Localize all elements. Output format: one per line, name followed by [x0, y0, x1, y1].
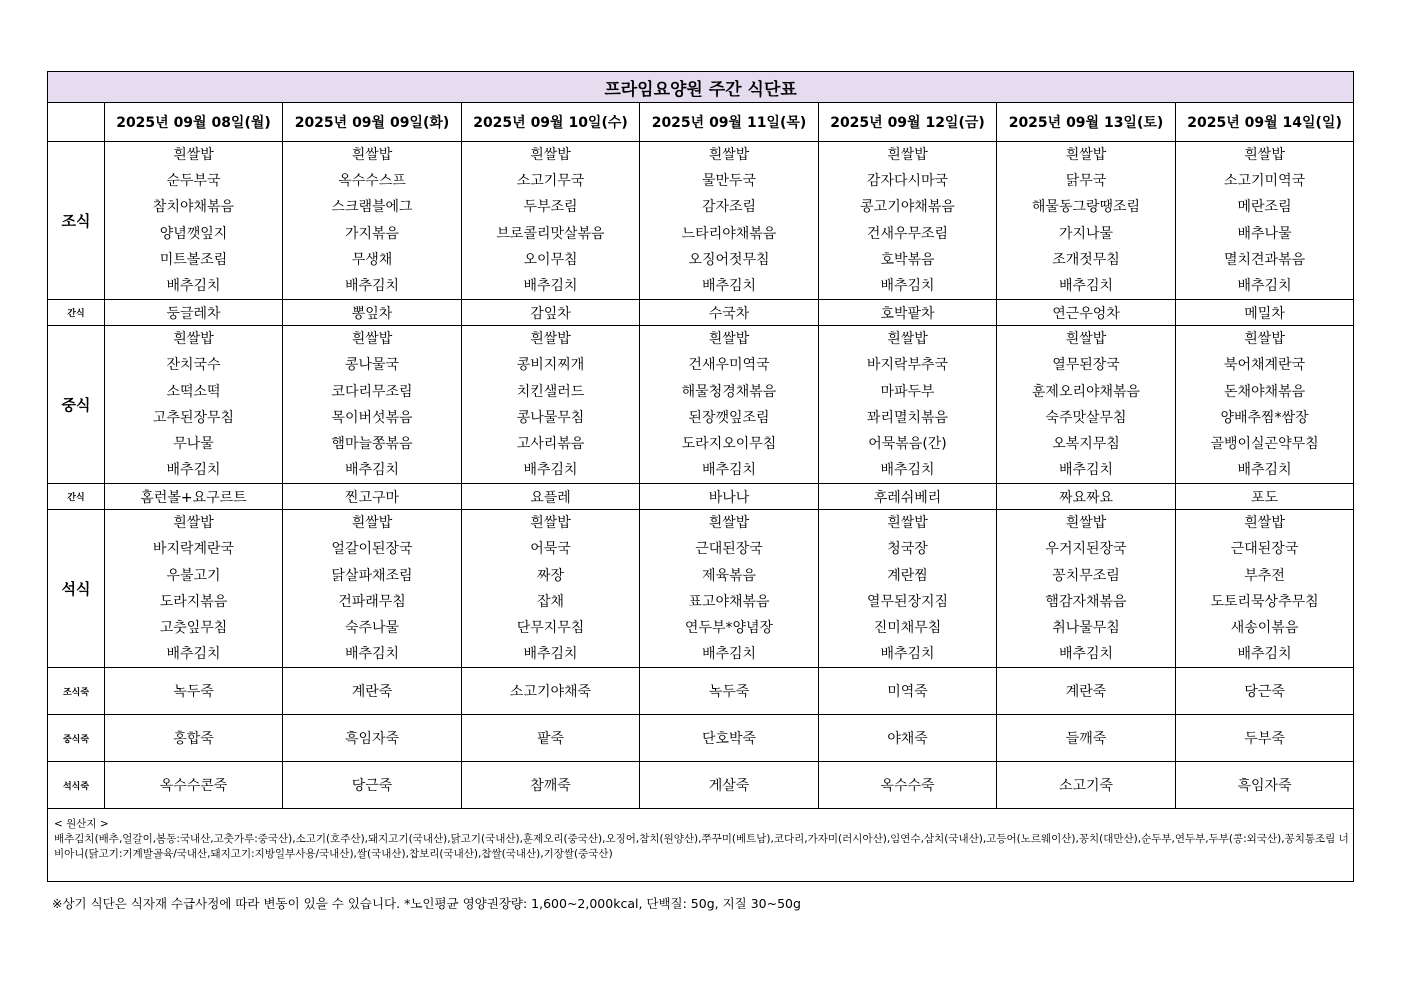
menu-item: 흰쌀밥: [1065, 147, 1107, 163]
porridge-cell: 계란죽: [997, 668, 1176, 715]
menu-item: 소고기무국: [516, 173, 585, 190]
row-label-snack: 간식: [48, 300, 105, 326]
menu-cell: [462, 142, 640, 300]
menu-item: 숙주맛살무침: [1045, 409, 1127, 426]
menu-item: 부추전: [1244, 567, 1285, 584]
snack-cell: 호박팥차: [819, 300, 997, 326]
menu-item: 잔치국수: [166, 357, 221, 374]
menu-item: 표고야채볶음: [688, 593, 770, 610]
menu-cell: [1176, 510, 1354, 668]
breakfast-row: [48, 142, 1354, 300]
porridge-cell: 계란죽: [283, 668, 462, 715]
menu-item: 바지락부추국: [866, 357, 949, 374]
porridge-cell: 미역죽: [819, 668, 997, 715]
porridge-cell: 소고기죽: [997, 762, 1176, 809]
snack-cell: 감잎차: [462, 300, 640, 326]
menu-cell: [462, 510, 640, 668]
snack-cell: 연근우엉차: [997, 300, 1176, 326]
menu-item: 잡채: [536, 593, 565, 610]
menu-title: 프라임요양원 주간 식단표: [48, 72, 1354, 103]
menu-item: 가지나물: [1058, 225, 1114, 242]
lunch-row: [48, 326, 1354, 484]
porridge-cell: 옥수수콘죽: [105, 762, 283, 809]
porridge-cell: 소고기야채죽: [462, 668, 640, 715]
porridge-cell: 두부죽: [1176, 715, 1354, 762]
menu-item: 숙주나물: [344, 620, 400, 636]
weekly-menu-table: [47, 71, 1354, 882]
menu-item: 배추김치: [1237, 646, 1292, 663]
snack-cell: 짜요짜요: [997, 484, 1176, 510]
row-label-lunch: 중식: [48, 326, 105, 484]
menu-cell: [105, 510, 283, 668]
menu-item: 흰쌀밥: [887, 147, 928, 163]
snack-cell: 뽕잎차: [283, 300, 462, 326]
porridge-cell: 단호박죽: [640, 715, 819, 762]
porridge-cell: 홍합죽: [105, 715, 283, 762]
menu-item: 바지락계란국: [152, 541, 235, 558]
menu-item: 흰쌀밥: [1244, 515, 1285, 532]
porridge-cell: 들깨죽: [997, 715, 1176, 762]
menu-item: 도라지오이무침: [681, 435, 777, 452]
porridge-lunch-row: [48, 715, 1354, 762]
menu-item: 흰쌀밥: [173, 515, 214, 532]
menu-item: 제육볶음: [701, 567, 757, 584]
menu-item: 근대된장국: [1230, 541, 1299, 558]
menu-item: 배추김치: [1237, 462, 1292, 479]
row-label-porridge-breakfast: 조식죽: [48, 668, 105, 715]
menu-cell: [640, 510, 819, 668]
menu-cell: [997, 510, 1176, 668]
menu-item: 옥수수스프: [338, 173, 406, 190]
menu-item: 흰쌀밥: [351, 147, 393, 163]
menu-item: 우거지된장국: [1045, 541, 1127, 558]
porridge-cell: 참깨죽: [462, 762, 640, 809]
snack-cell: 수국차: [640, 300, 819, 326]
menu-item: 오징어젓무침: [688, 251, 770, 268]
porridge-cell: 당근죽: [283, 762, 462, 809]
menu-item: 배추김치: [880, 646, 935, 663]
menu-item: 무나물: [173, 435, 214, 452]
menu-item: 콩나물무침: [516, 409, 585, 426]
date-header: 2025년 09월 12일(금): [819, 103, 997, 142]
menu-item: 흰쌀밥: [1065, 515, 1107, 532]
menu-item: 배추김치: [344, 462, 400, 479]
menu-item: 배추김치: [880, 277, 935, 294]
porridge-cell: 야채죽: [819, 715, 997, 762]
menu-cell: [283, 326, 462, 484]
snack-cell: 홈런볼+요구르트: [105, 484, 283, 510]
menu-item: 흰쌀밥: [530, 331, 571, 348]
menu-item: 무생채: [351, 251, 393, 268]
menu-item: 마파두부: [880, 383, 935, 400]
porridge-cell: 녹두죽: [640, 668, 819, 715]
menu-item: 느타리야채볶음: [681, 225, 777, 242]
menu-item: 감자조림: [701, 199, 757, 216]
snack-cell: 포도: [1176, 484, 1354, 510]
menu-item: 꽁치무조림: [1052, 567, 1120, 584]
menu-item: 짜장: [536, 567, 565, 584]
menu-item: 조개젓무침: [1052, 251, 1120, 268]
menu-item: 배추김치: [344, 277, 400, 294]
menu-item: 흰쌀밥: [530, 147, 571, 163]
menu-item: 흰쌀밥: [173, 147, 214, 163]
menu-item: 닭살파채조림: [331, 567, 413, 584]
menu-item: 흰쌀밥: [887, 331, 928, 348]
menu-cell: [997, 326, 1176, 484]
menu-item: 흰쌀밥: [173, 331, 214, 348]
row-label-snack: 간식: [48, 484, 105, 510]
menu-cell: [819, 510, 997, 668]
menu-cell: [1176, 326, 1354, 484]
menu-cell: [1176, 142, 1354, 300]
menu-item: 어묵볶음(간): [868, 435, 947, 452]
menu-item: 배추김치: [1237, 277, 1292, 294]
menu-item: 꽈리멸치볶음: [866, 409, 949, 426]
menu-item: 스크램블에그: [331, 199, 413, 216]
menu-item: 치킨샐러드: [516, 383, 585, 400]
menu-cell: [283, 510, 462, 668]
porridge-cell: 녹두죽: [105, 668, 283, 715]
menu-item: 배추김치: [523, 646, 578, 663]
origin-info: [48, 809, 1354, 882]
menu-item: 배추김치: [701, 277, 757, 294]
snack-cell: 후레쉬베리: [819, 484, 997, 510]
menu-item: 흰쌀밥: [530, 515, 571, 532]
menu-item: 새송이볶음: [1230, 620, 1299, 636]
menu-cell: [640, 326, 819, 484]
menu-item: 건새우무조림: [866, 225, 949, 242]
menu-item: 목이버섯볶음: [331, 409, 413, 426]
menu-item: 배추나물: [1237, 225, 1292, 242]
menu-item: 취나물무침: [1052, 620, 1120, 636]
snack-cell: 요플레: [462, 484, 640, 510]
snack-cell: 둥글레차: [105, 300, 283, 326]
menu-item: 콩비지찌개: [516, 357, 585, 374]
porridge-cell: 흑임자죽: [283, 715, 462, 762]
menu-item: 해물동그랑땡조림: [1031, 199, 1141, 216]
menu-item: 배추김치: [523, 462, 578, 479]
menu-cell: [283, 142, 462, 300]
dinner-row: [48, 510, 1354, 668]
menu-item: 계란찜: [887, 567, 928, 584]
origin-text: 배추김치(배추,얼갈이,봄동:국내산,고춧가루:중국산),소고기(호주산),돼지고기(국내산),닭고기(국내산),훈제오리(중국산),오징어,참치(원양산),쭈꾸미(베트남),코다리,가자미(러시아산),임연수,삼치(국내산),고등어(노르웨이산),꽁치(대만산),순두부,연두부,두부(콩:외국산),꽁치통조림 너비아니(닭고기:기계발골육/국내산,돼지고기:지방일부사용/국내산),쌀(국내산),찹보리(국내산),찹쌀(국내산),기장쌀(중국산): [54, 833, 1349, 861]
menu-cell: [640, 142, 819, 300]
menu-item: 햄마늘쫑볶음: [331, 435, 413, 452]
menu-item: 청국장: [887, 541, 928, 558]
footer-note: ※상기 식단은 식자재 수급사정에 따라 변동이 있을 수 있습니다. *노인평균 영양권장량: 1,600~2,000kcal, 단백질: 50g, 지질 30~50g: [52, 896, 801, 911]
menu-item: 양배추찜*쌈장: [1220, 409, 1309, 426]
menu-item: 소고기미역국: [1223, 173, 1306, 190]
menu-item: 배추김치: [523, 277, 578, 294]
menu-cell: [997, 142, 1176, 300]
row-label-porridge-dinner: 석식죽: [48, 762, 105, 809]
menu-cell: [462, 326, 640, 484]
menu-item: 배추김치: [880, 462, 935, 479]
menu-item: 흰쌀밥: [351, 515, 393, 532]
date-header: 2025년 09월 10일(수): [462, 103, 640, 142]
menu-item: 호박볶음: [880, 251, 935, 268]
menu-item: 배추김치: [166, 277, 221, 294]
menu-item: 오복지무침: [1052, 435, 1120, 452]
menu-item: 건새우미역국: [688, 357, 770, 374]
menu-item: 고사리볶음: [516, 435, 585, 452]
menu-item: 배추김치: [701, 646, 757, 663]
menu-item: 단무지무침: [516, 620, 585, 636]
menu-item: 두부조림: [523, 199, 578, 216]
porridge-breakfast-row: [48, 668, 1354, 715]
menu-item: 고춧잎무침: [159, 620, 228, 636]
menu-item: 흰쌀밥: [1065, 331, 1107, 348]
menu-item: 얼갈이된장국: [331, 541, 413, 558]
date-header: 2025년 09월 09일(화): [283, 103, 462, 142]
menu-item: 배추김치: [701, 462, 757, 479]
menu-item: 해물청경채볶음: [681, 383, 777, 400]
menu-item: 건파래무침: [338, 593, 406, 610]
snack-row-afternoon: [48, 484, 1354, 510]
date-header: 2025년 09월 11일(목): [640, 103, 819, 142]
menu-item: 진미채무침: [873, 620, 942, 636]
date-header: 2025년 09월 08일(월): [105, 103, 283, 142]
menu-item: 연두부*양념장: [684, 620, 774, 636]
menu-item: 멸치견과볶음: [1223, 251, 1306, 268]
row-label-breakfast: 조식: [48, 142, 105, 300]
menu-item: 감자다시마국: [866, 173, 949, 190]
porridge-cell: 당근죽: [1176, 668, 1354, 715]
menu-item: 흰쌀밥: [1244, 331, 1285, 348]
menu-item: 배추김치: [166, 462, 221, 479]
menu-item: 흰쌀밥: [351, 331, 393, 348]
date-header: 2025년 09월 14일(일): [1176, 103, 1354, 142]
menu-item: 어묵국: [530, 541, 571, 558]
menu-item: 우불고기: [166, 567, 221, 584]
menu-item: 배추김치: [1058, 646, 1114, 663]
menu-item: 된장깻잎조림: [688, 409, 770, 426]
menu-item: 가지볶음: [344, 225, 400, 242]
menu-item: 열무된장국: [1052, 357, 1120, 374]
menu-cell: [105, 142, 283, 300]
menu-item: 고추된장무침: [152, 409, 235, 426]
menu-item: 돈채야채볶음: [1223, 383, 1306, 400]
menu-item: 도토리묵상추무침: [1210, 593, 1319, 610]
snack-cell: 바나나: [640, 484, 819, 510]
porridge-dinner-row: [48, 762, 1354, 809]
menu-item: 흰쌀밥: [708, 331, 750, 348]
menu-item: 양념깻잎지: [159, 225, 228, 242]
porridge-cell: 옥수수죽: [819, 762, 997, 809]
origin-heading: < 원산지 >: [54, 818, 109, 831]
menu-item: 미트볼조림: [159, 251, 228, 268]
menu-item: 소떡소떡: [166, 383, 221, 400]
menu-item: 배추김치: [166, 646, 221, 663]
corner-cell: [48, 103, 105, 142]
porridge-cell: 흑임자죽: [1176, 762, 1354, 809]
menu-item: 흰쌀밥: [887, 515, 928, 532]
menu-item: 콩나물국: [344, 357, 400, 374]
snack-cell: 찐고구마: [283, 484, 462, 510]
menu-item: 오이무침: [523, 251, 578, 268]
menu-item: 순두부국: [166, 173, 221, 190]
menu-item: 훈제오리야채볶음: [1031, 383, 1141, 400]
menu-item: 근대된장국: [695, 541, 763, 558]
menu-item: 참치야채볶음: [152, 199, 235, 216]
menu-cell: [819, 326, 997, 484]
menu-cell: [819, 142, 997, 300]
menu-item: 열무된장지짐: [866, 593, 949, 610]
menu-item: 배추김치: [344, 646, 400, 663]
date-header: 2025년 09월 13일(토): [997, 103, 1176, 142]
menu-item: 브로콜리맛살볶음: [496, 225, 605, 242]
porridge-cell: 팥죽: [462, 715, 640, 762]
porridge-cell: 게살죽: [640, 762, 819, 809]
menu-item: 배추김치: [1058, 462, 1114, 479]
menu-cell: [105, 326, 283, 484]
menu-item: 골뱅이실곤약무침: [1210, 435, 1319, 452]
row-label-dinner: 석식: [48, 510, 105, 668]
menu-item: 흰쌀밥: [1244, 147, 1285, 163]
menu-item: 흰쌀밥: [708, 147, 750, 163]
menu-item: 물만두국: [701, 173, 757, 190]
menu-item: 콩고기야채볶음: [860, 199, 955, 216]
menu-item: 도라지볶음: [159, 593, 228, 610]
date-header-row: [48, 103, 1354, 142]
menu-item: 코다리무조림: [331, 383, 413, 400]
row-label-porridge-lunch: 중식죽: [48, 715, 105, 762]
snack-cell: 메밀차: [1176, 300, 1354, 326]
menu-item: 메란조림: [1237, 199, 1292, 216]
menu-item: 흰쌀밥: [708, 515, 750, 532]
menu-item: 북어채계란국: [1223, 357, 1306, 374]
menu-item: 닭무국: [1065, 173, 1107, 190]
menu-item: 배추김치: [1058, 277, 1114, 294]
menu-item: 햄감자채볶음: [1045, 593, 1127, 610]
snack-row-morning: [48, 300, 1354, 326]
